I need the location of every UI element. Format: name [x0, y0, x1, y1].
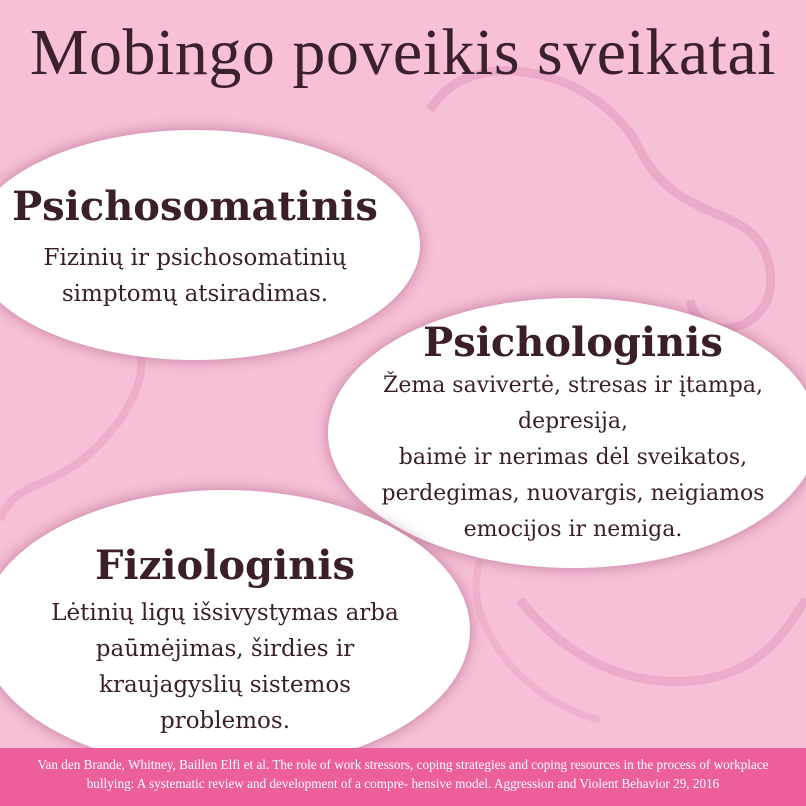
psychological-heading: Psichologinis	[423, 319, 723, 366]
physiological-card	[0, 490, 470, 770]
physiological-heading: Fiziologinis	[94, 542, 356, 589]
citation-footer	[0, 748, 806, 806]
citation-line-2: bullying: A systematic review and development of a compre- hensive model. Aggression and Violent Behavior 29, 2016	[86, 776, 720, 791]
psychosomatic-text: Fizinių ir psichosomatinių simptomų atsiradimas.	[43, 245, 347, 307]
citation-line-1: Van den Brande, Whitney, Baillen Elfi et al. The role of work stressors, coping strategies and coping resources in the process of workplace	[37, 757, 769, 772]
physiological-text: Lėtinių ligų išsivystymas arba paūmėjimas, širdies ir kraujagyslių sistemos problemos.	[51, 600, 399, 734]
psychological-text: Žema savivertė, stresas ir įtampa, depresija, baimė ir nerimas dėl sveikatos, perdegimas, nuovargis, neigiamos emocijos ir nemiga.	[381, 373, 765, 542]
psychosomatic-heading: Psichosomatinis	[12, 183, 378, 230]
page-title: Mobingo poveikis sveikatai	[29, 16, 777, 89]
psychological-card	[328, 298, 806, 568]
